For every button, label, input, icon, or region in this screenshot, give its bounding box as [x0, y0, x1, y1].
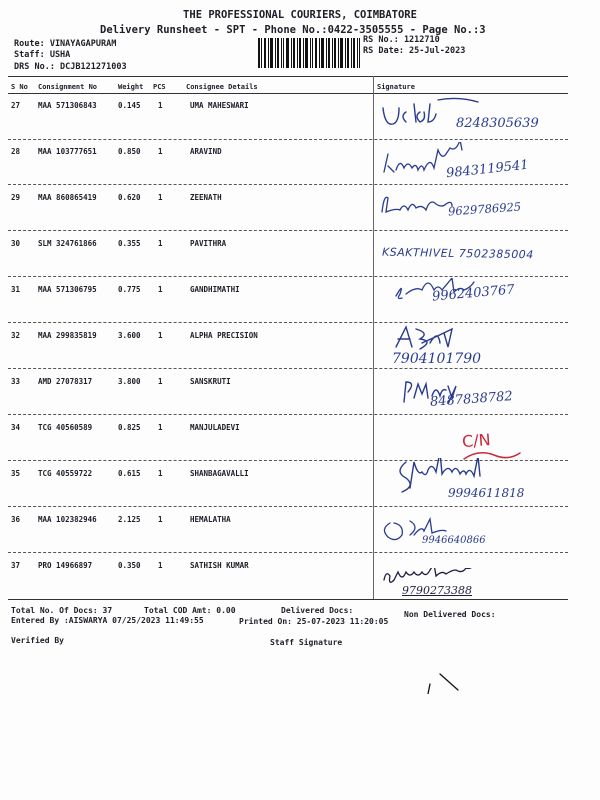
- row-pcs: 1: [158, 561, 163, 570]
- row-weight: 0.145: [118, 101, 141, 110]
- row-consignee: HEMALATHA: [190, 515, 231, 524]
- row-consignee: MANJULADEVI: [190, 423, 240, 432]
- signature-phone: 9946640866: [422, 535, 486, 546]
- row-weight: 0.620: [118, 193, 141, 202]
- signature-phone: 8487838782: [429, 389, 514, 410]
- col-pcs: PCS: [153, 83, 166, 91]
- row-consignment: PRO 14966897: [38, 561, 93, 570]
- row-consignment: TCG 40559722: [38, 469, 93, 478]
- signature-36: [380, 517, 486, 547]
- row-weight: 0.850: [118, 147, 141, 156]
- row-consignee: SANSKRUTI: [190, 377, 231, 386]
- row-sno: 29: [11, 193, 21, 202]
- signature-29: [378, 190, 522, 219]
- row-consignment: MAA 102382946: [38, 515, 97, 524]
- col-sno: S No: [11, 83, 28, 91]
- entered-by: Entered By :AISWARYA 07/25/2023 11:49:55: [11, 616, 204, 625]
- verified-by: Verified By: [11, 636, 64, 645]
- route-label: Route: VINAYAGAPURAM: [14, 39, 117, 49]
- cn-mark: C/N: [461, 430, 492, 452]
- col-weight: Weight: [118, 83, 144, 91]
- col-consignment: Consignment No: [38, 83, 98, 91]
- signature-32: [392, 325, 482, 367]
- signature-31: [392, 278, 516, 305]
- row-weight: 2.125: [118, 515, 141, 524]
- signature-phone: 9962403767: [431, 282, 516, 305]
- signature-phone: 9843119541: [445, 157, 530, 182]
- row-weight: 0.615: [118, 469, 141, 478]
- signature-28: [380, 142, 530, 182]
- table-header-rule: [8, 93, 568, 94]
- rs-number: RS No.: 1212710: [363, 35, 440, 45]
- row-pcs: 1: [158, 239, 163, 248]
- row-sno: 36: [11, 515, 21, 524]
- row-weight: 0.355: [118, 239, 141, 248]
- col-consignee: Consignee Details: [186, 83, 258, 91]
- row-sno: 27: [11, 101, 21, 110]
- col-signature: Signature: [377, 83, 415, 91]
- row-weight: 0.350: [118, 561, 141, 570]
- signature-37: [380, 568, 490, 597]
- signature-phone: 9994611818: [448, 486, 525, 500]
- row-weight: 0.825: [118, 423, 141, 432]
- runsheet-title: Delivery Runsheet - SPT - Phone No.:0422-3505555 - Page No.:3: [100, 24, 486, 36]
- row-consignment: MAA 571306843: [38, 101, 97, 110]
- row-weight: 3.800: [118, 377, 141, 386]
- signature-text: KSAKTHIVEL 7502385004: [381, 245, 534, 262]
- signature-phone: 9790273388: [402, 584, 472, 597]
- row-consignment: SLM 324761866: [38, 239, 97, 248]
- drs-number: DRS No.: DCJB121271003: [14, 62, 127, 72]
- row-sno: 35: [11, 469, 21, 478]
- row-pcs: 1: [158, 423, 163, 432]
- row-sno: 33: [11, 377, 21, 386]
- row-divider: [8, 552, 568, 553]
- row-consignment: MAA 571306795: [38, 285, 97, 294]
- row-pcs: 1: [158, 193, 163, 202]
- row-consignment: MAA 860865419: [38, 193, 97, 202]
- row-pcs: 1: [158, 147, 163, 156]
- row-divider: [8, 184, 568, 185]
- row-divider: [8, 414, 568, 415]
- row-consignee: ZEENATH: [190, 193, 222, 202]
- row-divider: [8, 506, 568, 507]
- signature-phone: 9629786925: [447, 199, 522, 219]
- row-pcs: 1: [158, 469, 163, 478]
- table-top-rule: [8, 76, 568, 77]
- staff-label: Staff: USHA: [14, 50, 71, 60]
- row-consignment: TCG 40560589: [38, 423, 93, 432]
- barcode: [258, 38, 360, 68]
- row-divider: [8, 276, 568, 277]
- row-pcs: 1: [158, 101, 163, 110]
- row-consignee: GANDHIMATHI: [190, 285, 240, 294]
- row-weight: 3.600: [118, 331, 141, 340]
- staff-signature-mark: [424, 668, 464, 694]
- row-pcs: 1: [158, 331, 163, 340]
- signature-27: [378, 96, 578, 138]
- row-pcs: 1: [158, 285, 163, 294]
- row-consignee: PAVITHRA: [190, 239, 227, 248]
- rs-date: RS Date: 25-Jul-2023: [363, 46, 466, 56]
- signature-30: [382, 247, 534, 260]
- row-weight: 0.775: [118, 285, 141, 294]
- row-consignee: SATHISH KUMAR: [190, 561, 249, 570]
- row-divider: [8, 230, 568, 231]
- signature-33: [400, 378, 514, 410]
- company-name: THE PROFESSIONAL COURIERS, COIMBATORE: [183, 9, 417, 21]
- signature-phone: 8248305639: [456, 116, 539, 131]
- row-divider: [8, 368, 568, 369]
- row-consignment: MAA 299835819: [38, 331, 97, 340]
- row-consignment: AMD 27078317: [38, 377, 93, 386]
- row-pcs: 1: [158, 377, 163, 386]
- row-consignee: ALPHA PRECISION: [190, 331, 258, 340]
- row-sno: 30: [11, 239, 21, 248]
- row-consignee: ARAVIND: [190, 147, 222, 156]
- total-docs: Total No. Of Docs: 37: [11, 606, 113, 615]
- row-sno: 34: [11, 423, 21, 432]
- row-divider: [8, 322, 568, 323]
- row-sno: 37: [11, 561, 21, 570]
- row-consignee: UMA MAHESWARI: [190, 101, 249, 110]
- delivered-docs: Delivered Docs:: [281, 606, 354, 615]
- row-consignee: SHANBAGAVALLI: [190, 469, 249, 478]
- signature-35: [396, 458, 525, 500]
- row-sno: 28: [11, 147, 21, 156]
- row-divider: [8, 139, 568, 140]
- printed-on: Printed On: 25-07-2023 11:20:05: [239, 617, 389, 626]
- row-sno: 32: [11, 331, 21, 340]
- table-bottom-rule: [8, 599, 568, 600]
- total-cod: Total COD Amt: 0.00: [144, 606, 236, 615]
- signature-phone: 7904101790: [392, 351, 482, 367]
- row-sno: 31: [11, 285, 21, 294]
- signature-column-divider: [373, 76, 374, 599]
- staff-signature-label: Staff Signature: [270, 638, 343, 647]
- non-delivered-docs: Non Delivered Docs:: [404, 610, 496, 619]
- row-consignment: MAA 103777651: [38, 147, 97, 156]
- row-pcs: 1: [158, 515, 163, 524]
